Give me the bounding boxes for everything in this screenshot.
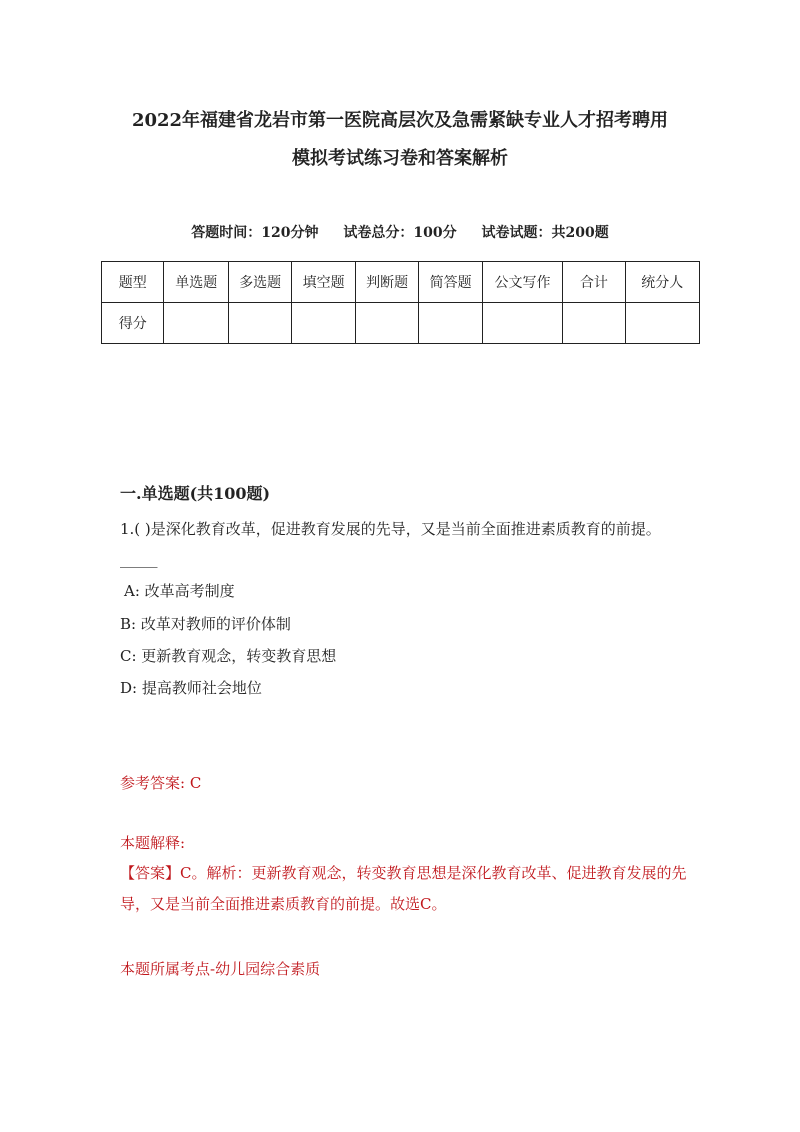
exam-title-line-1: 2022年福建省龙岩市第一医院高层次及急需紧缺专业人才招考聘用	[131, 110, 669, 131]
option-a: A: 改革高考制度	[124, 582, 235, 600]
header-cell-single-choice: 单选题	[164, 262, 228, 303]
reference-answer: 参考答案: C	[120, 774, 202, 792]
header-cell-type: 题型	[102, 262, 164, 303]
exam-time: 答题时间：120分钟	[191, 225, 319, 241]
score-table-score-row	[102, 303, 700, 344]
score-table-header-row	[102, 262, 700, 303]
section-title: 一.单选题(共100题)	[120, 484, 271, 503]
option-b: B: 改革对教师的评价体制	[120, 615, 291, 633]
header-cell-true-false: 判断题	[355, 262, 418, 303]
exam-total-score: 试卷总分：100分	[343, 225, 457, 241]
exam-total-questions: 试卷试题：共200题	[481, 225, 609, 241]
score-cell[interactable]	[164, 303, 228, 344]
score-cell[interactable]	[292, 303, 355, 344]
header-cell-multi-choice: 多选题	[228, 262, 291, 303]
score-table	[101, 261, 700, 344]
question-stem: 1.( )是深化教育改革，促进教育发展的先导，又是当前全面推进素质教育的前提。_____	[120, 520, 661, 568]
header-cell-total: 合计	[563, 262, 625, 303]
header-cell-official-writing: 公文写作	[482, 262, 562, 303]
row-label-score: 得分	[102, 303, 164, 344]
score-cell[interactable]	[482, 303, 562, 344]
exam-title-line-2: 模拟考试练习卷和答案解析	[292, 148, 508, 169]
header-cell-short-answer: 简答题	[419, 262, 482, 303]
score-cell[interactable]	[625, 303, 699, 344]
header-cell-fill-blank: 填空题	[292, 262, 355, 303]
score-cell[interactable]	[228, 303, 291, 344]
score-cell[interactable]	[355, 303, 418, 344]
option-c: C: 更新教育观念，转变教育思想	[120, 647, 337, 665]
score-cell[interactable]	[563, 303, 625, 344]
question-topic: 本题所属考点-幼儿园综合素质	[120, 960, 321, 978]
score-cell[interactable]	[419, 303, 482, 344]
explanation-text: 【答案】C。解析：更新教育观念，转变教育思想是深化教育改革、促进教育发展的先导，又是当前全面推进素质教育的前提。故选C。	[120, 864, 687, 913]
explanation-label: 本题解释:	[120, 834, 186, 852]
exam-meta	[0, 222, 800, 242]
option-d: D: 提高教师社会地位	[120, 679, 262, 697]
header-cell-scorer: 统分人	[625, 262, 699, 303]
